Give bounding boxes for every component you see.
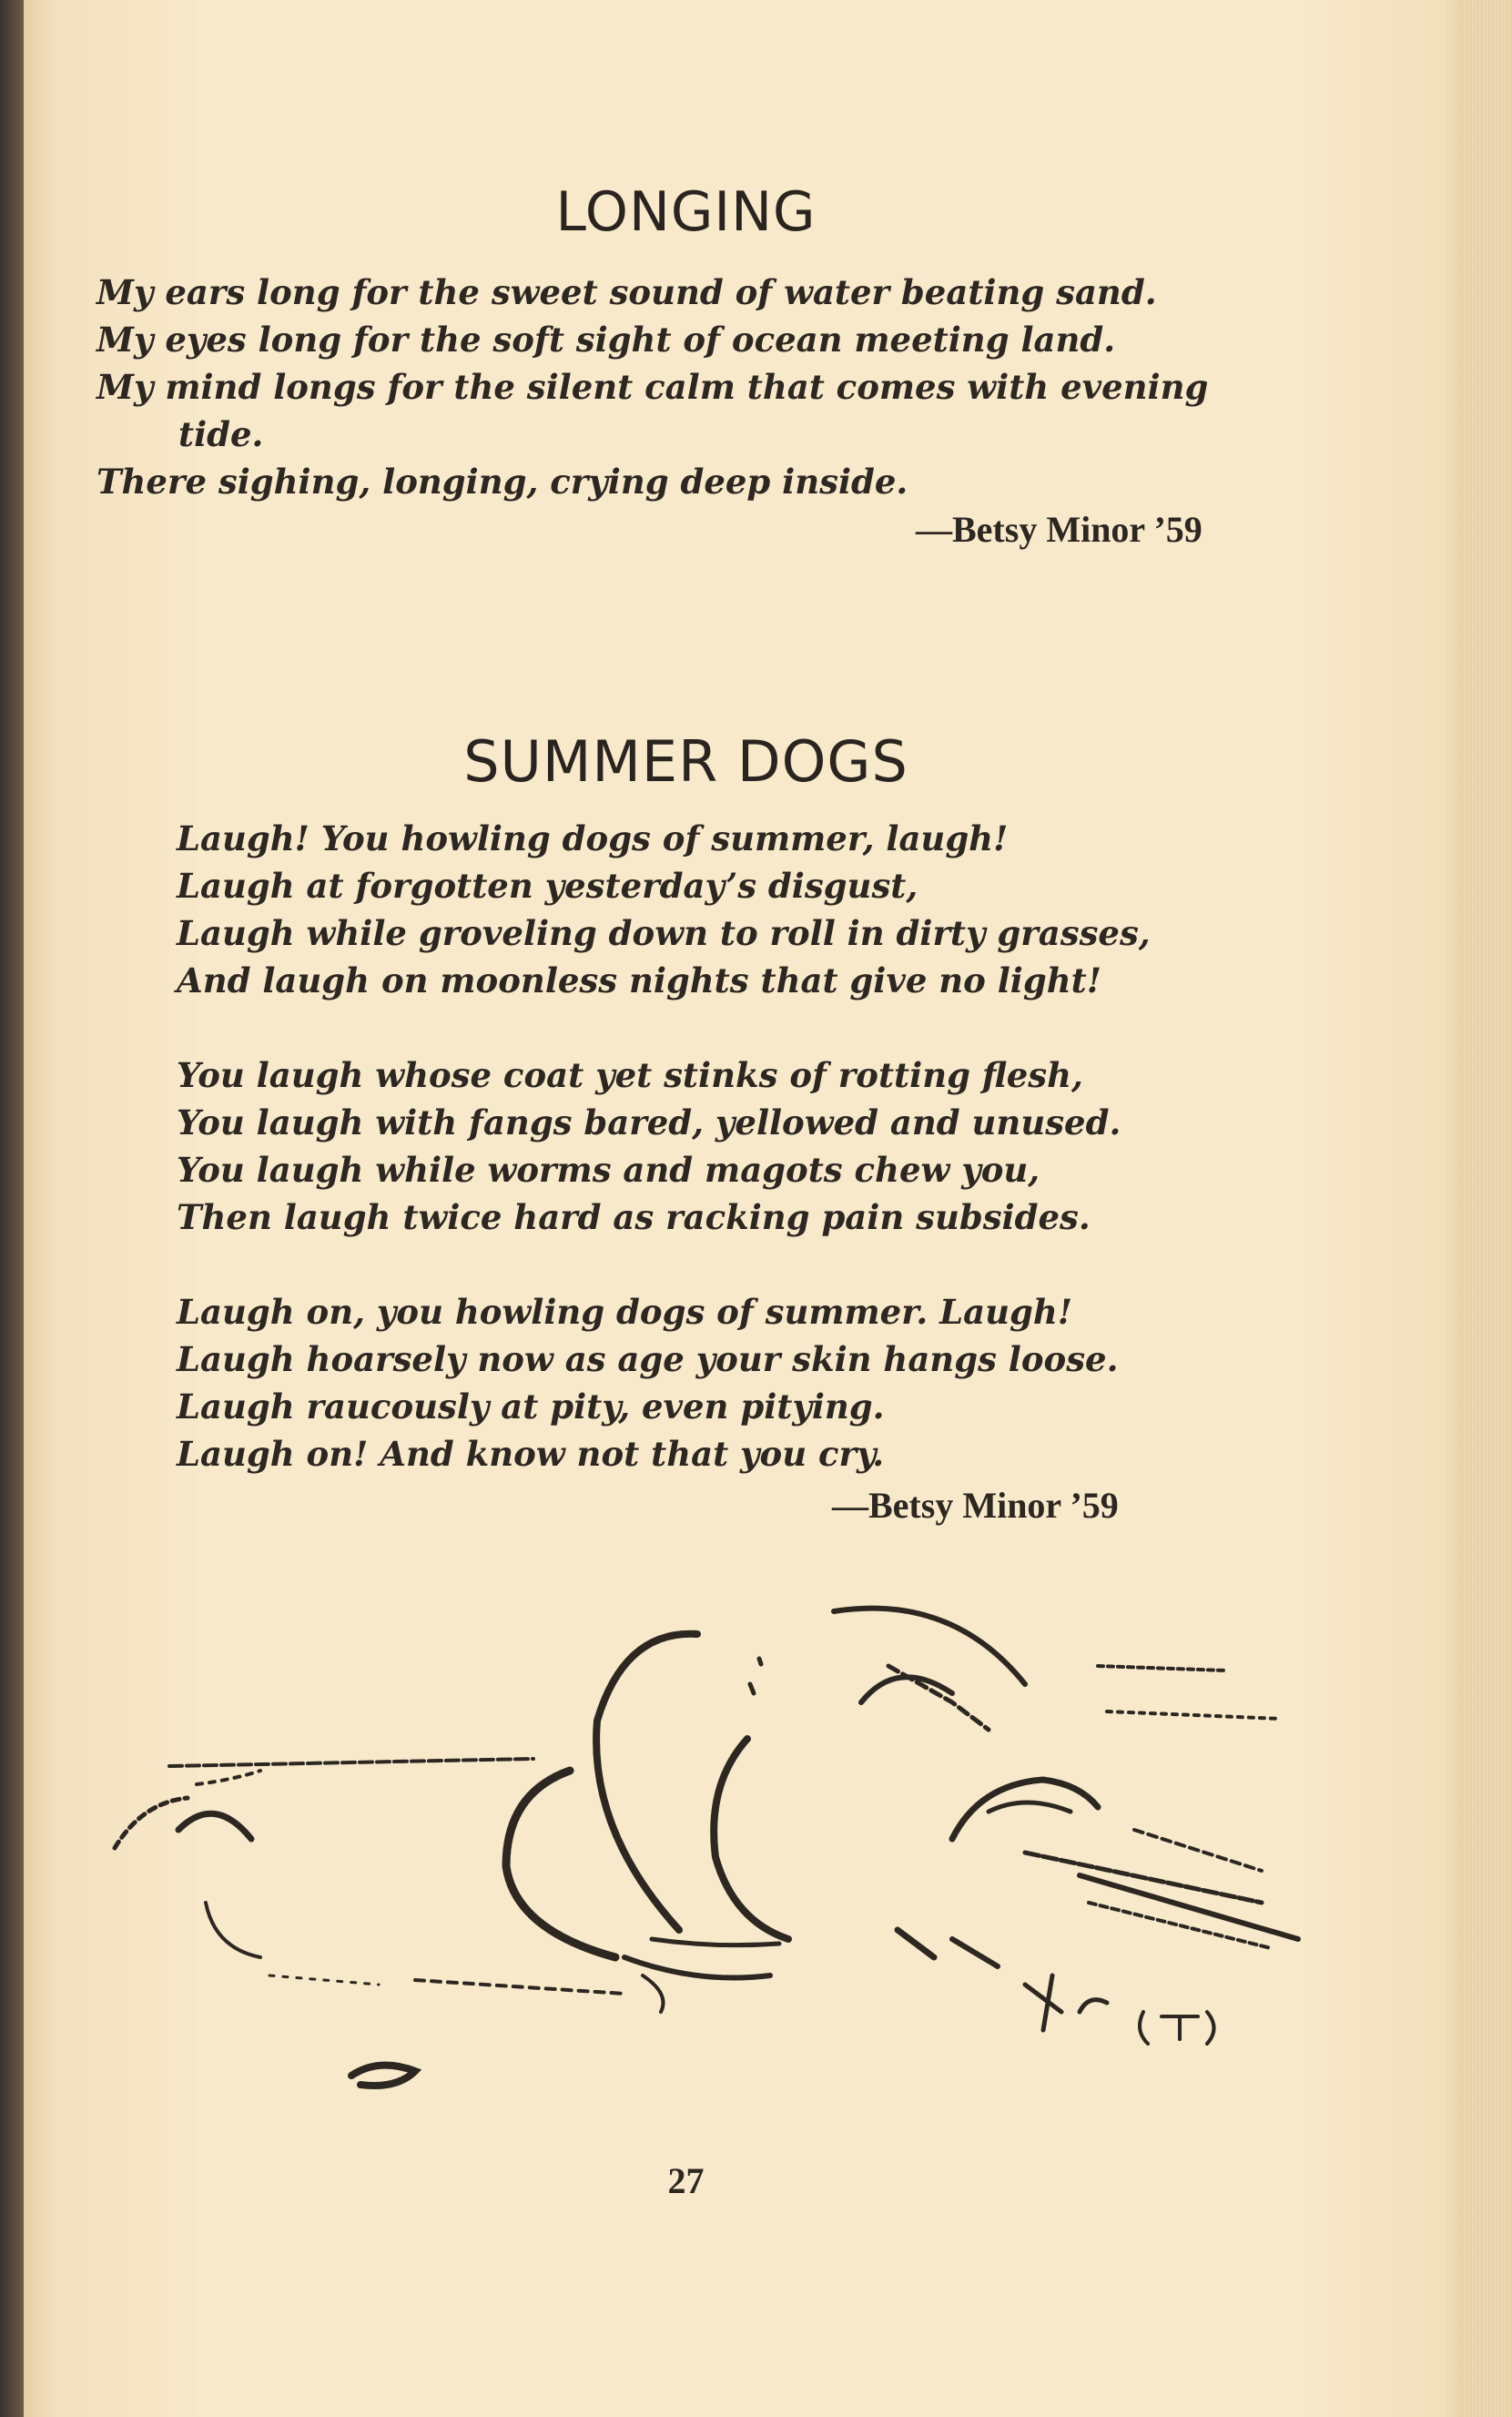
- poem-line: My eyes long for the soft sight of ocean meeting land.: [96, 320, 1116, 360]
- poem-line: Laugh on, you howling dogs of summer. Laugh!: [177, 1292, 1072, 1332]
- poem-line: My ears long for the sweet sound of water beating sand.: [96, 272, 1157, 312]
- poem-title-summer-dogs: SUMMER DOGS: [463, 728, 908, 795]
- poem-line: Laugh raucously at pity, even pitying.: [177, 1386, 885, 1427]
- poem-summer-dogs-body: [177, 815, 1151, 1478]
- poem-line: Laugh at forgotten yesterday’s disgust,: [177, 866, 918, 906]
- stanza: [177, 1051, 1151, 1241]
- poem-line: Then laugh twice hard as racking pain subsides.: [177, 1197, 1091, 1237]
- book-spine: [0, 0, 24, 2417]
- poem-summer-dogs-author: —Betsy Minor ’59: [832, 1485, 1119, 1526]
- poem-title-longing: LONGING: [555, 180, 817, 244]
- page-edge: [1462, 0, 1512, 2417]
- dog-sketch-illustration: [78, 1557, 1353, 2139]
- stanza: [177, 815, 1151, 1004]
- poem-line: You laugh while worms and magots chew you,: [177, 1150, 1040, 1190]
- poem-longing-author: —Betsy Minor ’59: [916, 509, 1202, 550]
- poem-line: Laugh on! And know not that you cry.: [177, 1434, 885, 1474]
- poem-line: My mind longs for the silent calm that comes with evening: [96, 367, 1209, 407]
- poem-line: Laugh! You howling dogs of summer, laugh!: [177, 818, 1009, 858]
- page-number: 27: [667, 2160, 705, 2201]
- book-page: [24, 0, 1462, 2417]
- poem-line: tide.: [178, 414, 264, 454]
- poem-line: You laugh with fangs bared, yellowed and unused.: [177, 1102, 1121, 1142]
- poem-line: There sighing, longing, crying deep inside.: [96, 462, 908, 502]
- poem-line: And laugh on moonless nights that give no light!: [177, 960, 1101, 1000]
- poem-line: Laugh hoarsely now as age your skin hangs loose.: [177, 1339, 1119, 1379]
- poem-line: Laugh while groveling down to roll in dirty grasses,: [177, 913, 1151, 953]
- poem-line: You laugh whose coat yet stinks of rotting flesh,: [177, 1055, 1083, 1095]
- poem-longing-body: [96, 269, 1208, 505]
- stanza: [177, 1288, 1151, 1478]
